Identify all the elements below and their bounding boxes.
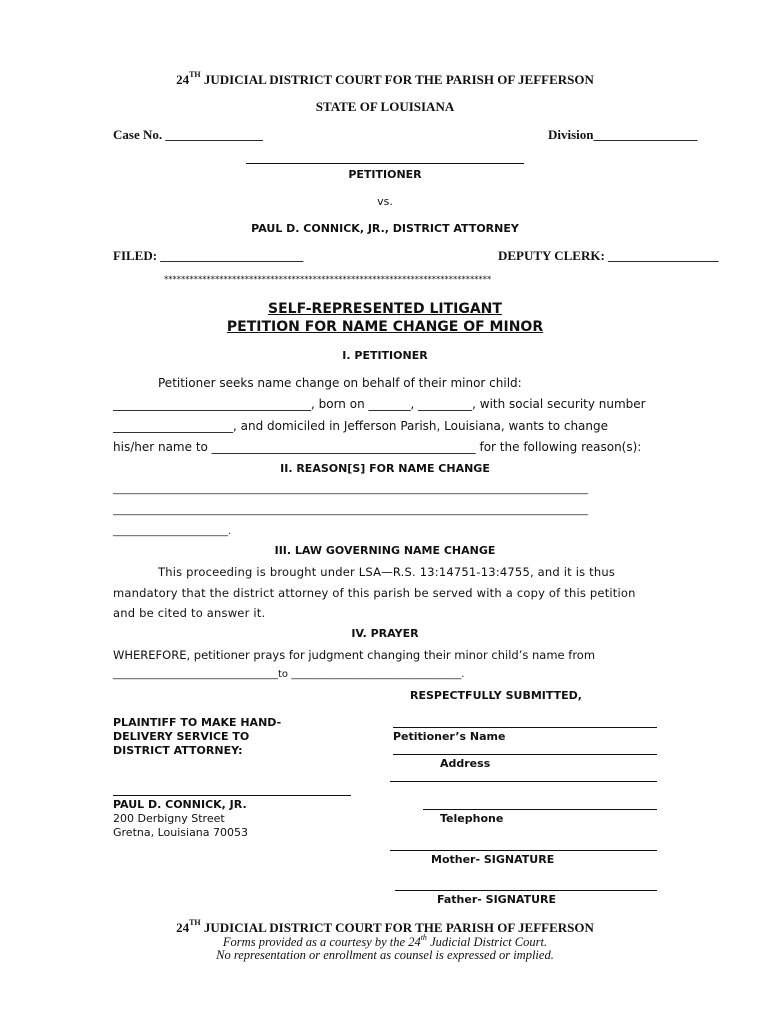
petitioner-name-line: [246, 163, 524, 164]
division-field: Division________________: [548, 127, 698, 142]
plaintiff-instruction-1: PLAINTIFF TO MAKE HAND-: [113, 716, 282, 729]
section-1-heading: I. PETITIONER: [342, 349, 428, 362]
deputy-clerk-field: DEPUTY CLERK: _________________: [498, 248, 719, 263]
footer-note-2: No representation or enrollment as counsel is expressed or implied.: [216, 948, 554, 962]
footer-court-title: 24TH JUDICIAL DISTRICT COURT FOR THE PARISH OF JEFFERSON: [176, 918, 594, 935]
address-line-2: [390, 781, 657, 782]
respondent-name: PAUL D. CONNICK, JR., DISTRICT ATTORNEY: [251, 222, 519, 235]
filed-field: FILED: ______________________: [113, 248, 304, 263]
da-name: PAUL D. CONNICK, JR.: [113, 798, 247, 811]
address-label: Address: [440, 757, 491, 770]
state-title: STATE OF LOUISIANA: [315, 99, 455, 114]
form-title-line2: PETITION FOR NAME CHANGE OF MINOR: [226, 319, 544, 335]
plaintiff-instruction-3: DISTRICT ATTORNEY:: [113, 744, 243, 757]
da-street: 200 Derbigny Street: [113, 812, 225, 825]
section-1-line1: Petitioner seeks name change on behalf of their minor child:: [158, 376, 522, 390]
divider-stars: *****************************************************************************: [164, 275, 492, 285]
reason-line-3: _______________________.: [113, 526, 232, 537]
da-receipt-line: [113, 795, 351, 796]
respectfully-submitted: RESPECTFULLY SUBMITTED,: [410, 689, 582, 702]
section-3-line3: and be cited to answer it.: [113, 606, 266, 620]
section-4-line2: _________________________________to __________________________________.: [113, 669, 465, 680]
section-1-line2: _________________________________, born on _______, _________, with social security number: [113, 397, 646, 411]
mother-signature-line: [390, 850, 657, 851]
petitioner-name-signature-line: [393, 727, 657, 728]
reason-line-2: _______________________________________________________________________________________________: [113, 505, 588, 516]
footer-note-1: Forms provided as a courtesy by the 24th Judicial District Court.: [222, 933, 548, 949]
versus-label: vs.: [377, 195, 393, 208]
case-number-field: Case No. _______________: [113, 127, 263, 142]
section-1-line4: his/her name to ____________________________________________ for the following reason(s):: [113, 440, 642, 454]
court-title: 24TH JUDICIAL DISTRICT COURT FOR THE PARISH OF JEFFERSON: [176, 70, 594, 87]
telephone-label: Telephone: [440, 812, 504, 825]
form-title-line1: SELF-REPRESENTED LITIGANT: [268, 301, 502, 317]
telephone-line: [423, 809, 657, 810]
section-1-line3: ____________________, and domiciled in Jefferson Parish, Louisiana, wants to change: [113, 419, 609, 433]
section-3-heading: III. LAW GOVERNING NAME CHANGE: [274, 544, 496, 557]
section-3-line1: This proceeding is brought under LSA—R.S. 13:14751-13:4755, and it is thus: [158, 565, 616, 579]
plaintiff-instruction-2: DELIVERY SERVICE TO: [113, 730, 250, 743]
section-3-line2: mandatory that the district attorney of this parish be served with a copy of this petition: [113, 586, 636, 600]
reason-line-1: _______________________________________________________________________________________________: [113, 484, 588, 495]
petitioner-name-label: Petitioner’s Name: [393, 730, 506, 743]
mother-signature-label: Mother- SIGNATURE: [431, 853, 555, 866]
section-4-line1: WHEREFORE, petitioner prays for judgment changing their minor child’s name from: [113, 648, 596, 662]
da-city: Gretna, Louisiana 70053: [113, 826, 249, 839]
petitioner-label: PETITIONER: [348, 168, 422, 181]
section-2-heading: II. REASON[S] FOR NAME CHANGE: [280, 462, 490, 475]
father-signature-line: [395, 890, 657, 891]
section-4-heading: IV. PRAYER: [351, 627, 419, 640]
address-line: [393, 754, 657, 755]
father-signature-label: Father- SIGNATURE: [437, 893, 556, 906]
